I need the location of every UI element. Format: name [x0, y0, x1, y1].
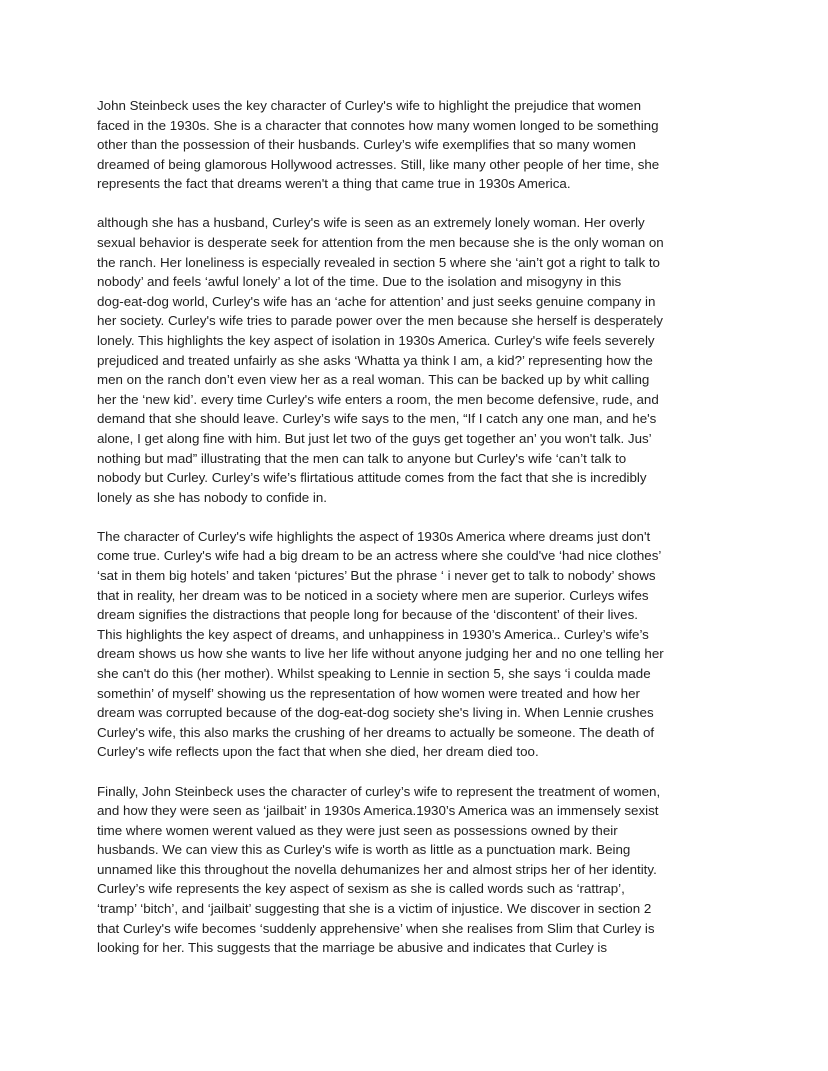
text-line: Curley's wife reflects upon the fact that when she died, her dream died too.	[97, 744, 539, 760]
text-line: faced in the 1930s. She is a character that connotes how many women longed to be something	[97, 117, 659, 133]
text-line: dream signifies the distractions that people long for because of the ‘discontent’ of their lives.	[97, 607, 638, 623]
text-line: come true. Curley's wife had a big dream to be an actress where she could've ‘had nice clothes’	[97, 548, 662, 564]
text-line: John Steinbeck uses the key character of Curley's wife to highlight the prejudice that women	[97, 98, 642, 113]
text-line: that in reality, her dream was to be noticed in a society where men are superior. Curleys wifes	[97, 587, 649, 603]
text-line: alone, I get along fine with him. But just let two of the guys get together an’ you won't talk. Jus’	[97, 431, 652, 446]
text-line: time where women werent valued as they were just seen as possessions owned by their	[97, 822, 618, 838]
text-line: demand that she should leave. Curley’s wife says to the men, “If I catch any one man, and he's	[97, 411, 657, 427]
text-line: sexual behavior is desperate seek for attention from the men because she is the only woman on	[97, 235, 664, 251]
text-line: represents the fact that dreams weren't a thing that came true in 1930s America.	[97, 176, 571, 192]
text-line: dreamed of being glamorous Hollywood actresses. Still, like many other people of her time, she	[97, 156, 660, 172]
text-line: and how they were seen as ‘jailbait’ in 1930s America.1930’s America was an immensely sexist	[97, 803, 659, 819]
essay-body	[97, 96, 737, 977]
text-line: ‘tramp’ ‘bitch’, and ‘jailbait’ suggesting that she is a victim of injustice. We discover in section 2	[97, 901, 652, 917]
text-line: prejudiced and treated unfairly as she asks ‘Whatta ya think I am, a kid?’ representing how the	[97, 352, 653, 368]
text-line: unnamed like this throughout the novella dehumanizes her and almost strips her of her identity.	[97, 861, 657, 877]
text-line: This highlights the key aspect of dreams, and unhappiness in 1930’s America.. Curley’s wife’s	[97, 626, 649, 642]
text-line: men on the ranch don’t even view her as a real woman. This can be backed up by whit calling	[97, 372, 650, 388]
paragraph-dreams	[97, 527, 737, 762]
text-line: Curley’s wife represents the key aspect of sexism as she is called words such as ‘rattrap’,	[97, 881, 625, 897]
text-line: Finally, John Steinbeck uses the character of curley’s wife to represent the treatment of women,	[97, 783, 661, 799]
text-line: lonely. This highlights the key aspect of isolation in 1930s America. Curley's wife feels severely	[97, 333, 655, 349]
text-line: the ranch. Her loneliness is especially revealed in section 5 where she ‘ain’t got a right to talk to	[97, 254, 660, 270]
text-line: husbands. We can view this as Curley's wife is worth as little as a punctuation mark. Being	[97, 842, 631, 858]
text-line: somethin’ of myself’ showing us the representation of how women were treated and how her	[97, 685, 640, 701]
text-line: although she has a husband, Curley's wife is seen as an extremely lonely woman. Her overly	[97, 215, 645, 231]
paragraph-treatment-of-women	[97, 782, 737, 958]
text-line: nobody’ and feels ‘awful lonely’ a lot of the time. Due to the isolation and misogyny in this	[97, 274, 622, 290]
text-line: dog-eat-dog world, Curley's wife has an ‘ache for attention’ and just seeks genuine company in	[97, 293, 656, 309]
text-line: ‘sat in them big hotels’ and taken ‘pictures’ But the phrase ‘ i never get to talk to nobody’ shows	[97, 568, 656, 584]
text-line: Curley's wife, this also marks the crushing of her dreams to actually be someone. The death of	[97, 724, 655, 740]
paragraph-intro	[97, 96, 737, 194]
text-line: nobody but Curley. Curley’s wife’s flirtatious attitude comes from the fact that she is incredibly	[97, 470, 647, 486]
text-line: dream shows us how she wants to live her life without anyone judging her and no one telling her	[97, 646, 664, 662]
text-line: The character of Curley's wife highlights the aspect of 1930s America where dreams just don't	[97, 528, 651, 544]
text-line: she can't do this (her mother). Whilst speaking to Lennie in section 5, she says ‘i coulda made	[97, 666, 651, 682]
text-line: nothing but mad” illustrating that the men can talk to anyone but Curley's wife ‘can’t talk to	[97, 450, 627, 466]
text-line: her society. Curley's wife tries to parade power over the men because she herself is desperately	[97, 313, 663, 329]
text-line: lonely as she has nobody to confide in.	[97, 489, 327, 505]
text-line: her the ‘new kid’. every time Curley's wife enters a room, the men become defensive, rude, and	[97, 391, 659, 407]
text-line: looking for her. This suggests that the marriage be abusive and indicates that Curley is	[97, 940, 608, 956]
text-line: that Curley's wife becomes ‘suddenly apprehensive’ when she realises from Slim that Curley is	[97, 920, 655, 936]
paragraph-loneliness	[97, 213, 737, 507]
text-line: other than the possession of their husbands. Curley’s wife exemplifies that so many women	[97, 137, 636, 153]
text-line: dream was corrupted because of the dog-eat-dog society she's living in. When Lennie crushes	[97, 705, 654, 721]
